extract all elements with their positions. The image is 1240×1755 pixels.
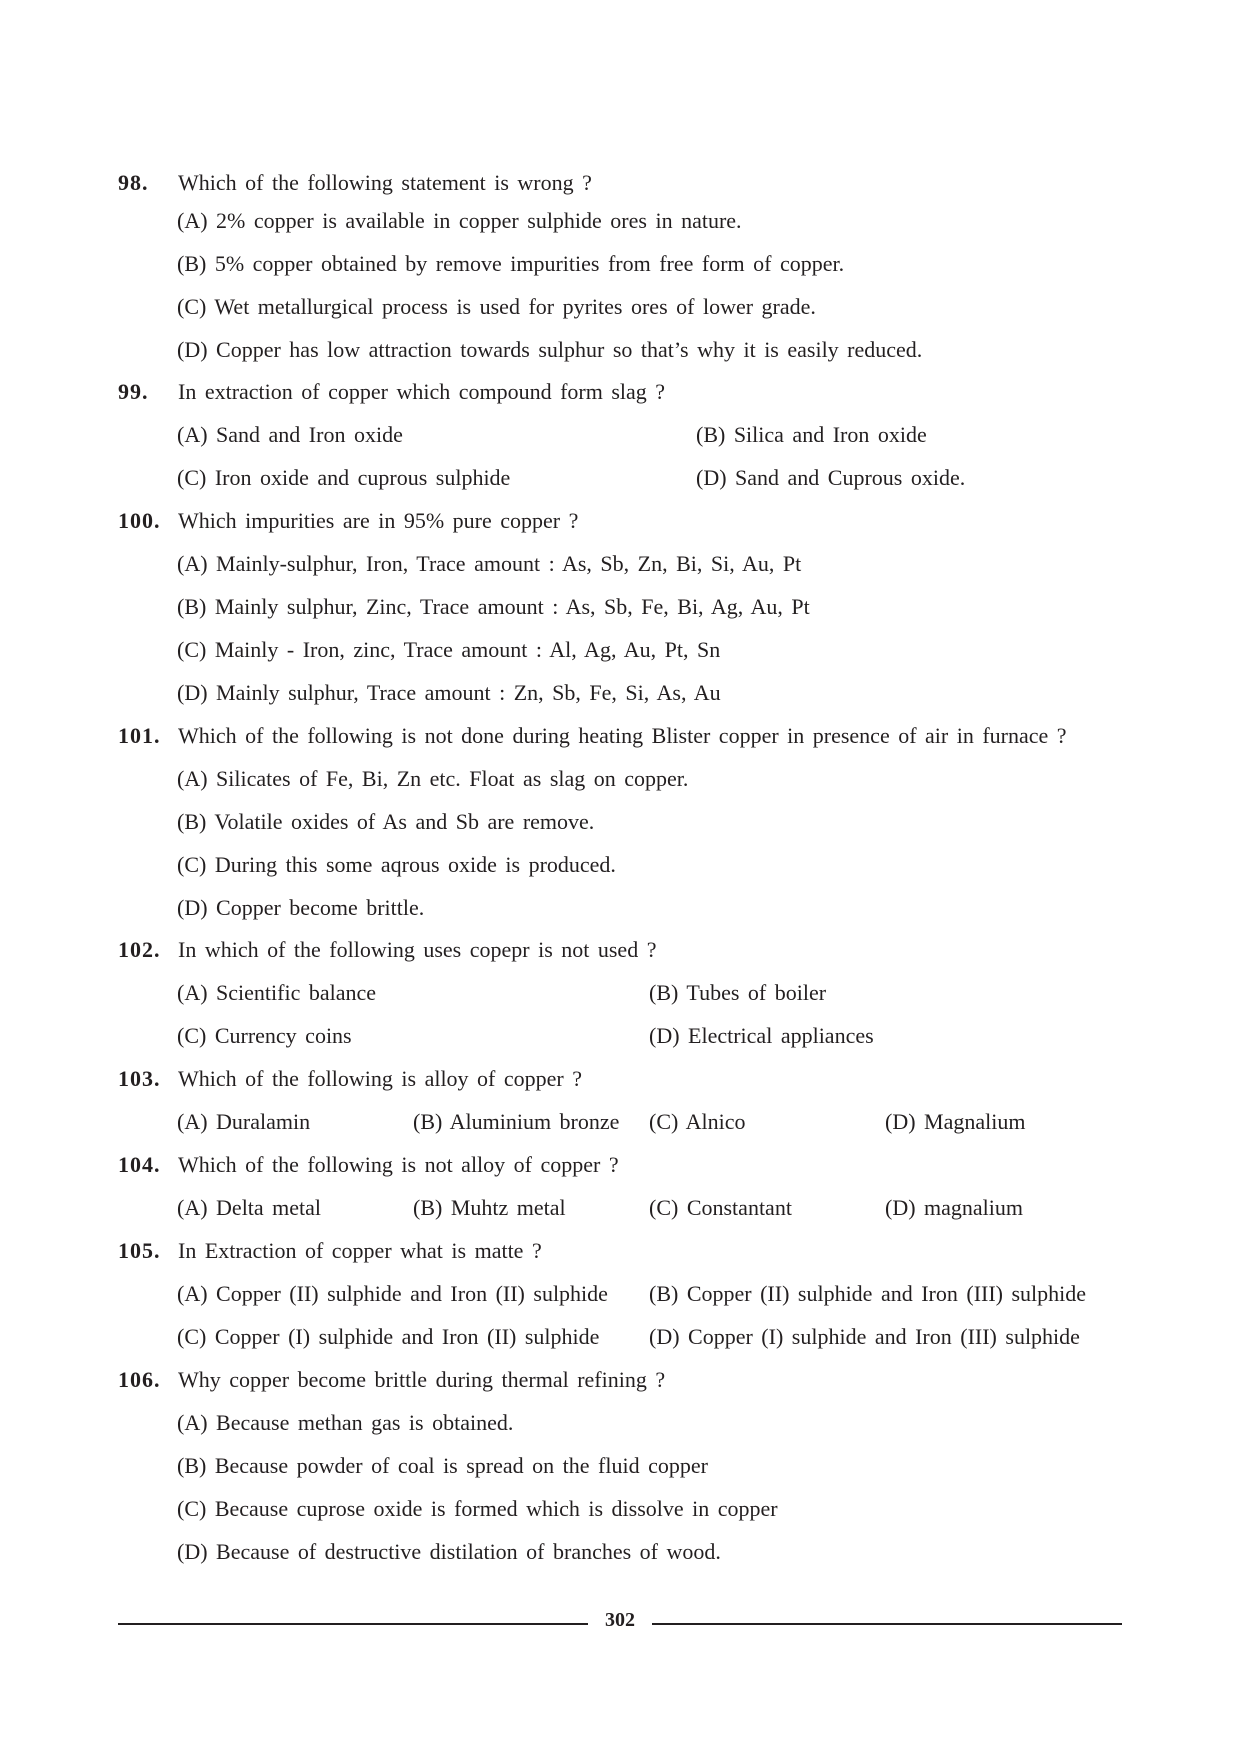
- option-b: (B) Volatile oxides of As and Sb are remove.: [177, 809, 595, 834]
- question-number: 105.: [118, 1238, 161, 1263]
- footer-rule-left: [118, 1623, 588, 1625]
- option-c: (C) Constantant: [649, 1195, 792, 1220]
- option-b: (B) Aluminium bronze: [413, 1109, 620, 1134]
- option-c: (C) Iron oxide and cuprous sulphide: [177, 465, 511, 490]
- question-106: [118, 1367, 1138, 1397]
- option-b: (B) Muhtz metal: [413, 1195, 566, 1220]
- option-d: (D) Copper (I) sulphide and Iron (III) sulphide: [649, 1324, 1080, 1349]
- option-d: (D) Sand and Cuprous oxide.: [696, 465, 966, 490]
- option-c: (C) During this some aqrous oxide is produced.: [177, 852, 616, 877]
- question-text: In which of the following uses copepr is not used ?: [178, 937, 657, 962]
- question-text: In Extraction of copper what is matte ?: [178, 1238, 542, 1263]
- option-d: (D) Electrical appliances: [649, 1023, 874, 1048]
- option-a: (A) Copper (II) sulphide and Iron (II) sulphide: [177, 1281, 608, 1306]
- option-c: (C) Because cuprose oxide is formed which is dissolve in copper: [177, 1496, 778, 1521]
- question-text: Which impurities are in 95% pure copper ?: [178, 508, 579, 533]
- page-number: 302: [605, 1609, 635, 1631]
- question-text: Why copper become brittle during thermal refining ?: [178, 1367, 666, 1392]
- option-b: (B) Mainly sulphur, Zinc, Trace amount : As, Sb, Fe, Bi, Ag, Au, Pt: [177, 594, 810, 619]
- option-c: (C) Copper (I) sulphide and Iron (II) sulphide: [177, 1324, 600, 1349]
- option-d: (D) Mainly sulphur, Trace amount : Zn, Sb, Fe, Si, As, Au: [177, 680, 721, 705]
- question-100: [118, 508, 1138, 538]
- option-d: (D) Copper has low attraction towards sulphur so that’s why it is easily reduced.: [177, 337, 923, 362]
- question-99: [118, 379, 1138, 409]
- question-104: [118, 1152, 1138, 1182]
- question-number: 100.: [118, 508, 161, 533]
- option-b: (B) Tubes of boiler: [649, 980, 827, 1005]
- question-text: Which of the following is alloy of copper ?: [178, 1066, 583, 1091]
- option-b: (B) 5% copper obtained by remove impurities from free form of copper.: [177, 251, 845, 276]
- option-b: (B) Because powder of coal is spread on the fluid copper: [177, 1453, 708, 1478]
- question-number: 102.: [118, 937, 161, 962]
- option-d: (D) Copper become brittle.: [177, 895, 425, 920]
- option-a: (A) Duralamin: [177, 1109, 311, 1134]
- question-103: [118, 1066, 1138, 1096]
- option-a: (A) Delta metal: [177, 1195, 322, 1220]
- question-number: 101.: [118, 723, 161, 748]
- option-c: (C) Mainly - Iron, zinc, Trace amount : Al, Ag, Au, Pt, Sn: [177, 637, 721, 662]
- question-number: 98.: [118, 170, 149, 195]
- question-105: [118, 1238, 1138, 1268]
- question-text: In extraction of copper which compound form slag ?: [178, 379, 666, 404]
- option-b: (B) Silica and Iron oxide: [696, 422, 927, 447]
- option-a: (A) Silicates of Fe, Bi, Zn etc. Float as slag on copper.: [177, 766, 689, 791]
- option-c: (C) Alnico: [649, 1109, 746, 1134]
- question-text: Which of the following is not done during heating Blister copper in presence of air in furnace ?: [178, 723, 1067, 748]
- question-number: 99.: [118, 379, 149, 404]
- option-a: (A) Scientific balance: [177, 980, 377, 1005]
- option-d: (D) Because of destructive distilation of branches of wood.: [177, 1539, 721, 1564]
- question-number: 106.: [118, 1367, 161, 1392]
- footer-rule-right: [652, 1623, 1122, 1625]
- question-text: Which of the following statement is wrong ?: [178, 170, 592, 195]
- option-a: (A) Because methan gas is obtained.: [177, 1410, 514, 1435]
- option-a: (A) 2% copper is available in copper sulphide ores in nature.: [177, 208, 742, 233]
- question-102: [118, 937, 1138, 967]
- option-c: (C) Wet metallurgical process is used for pyrites ores of lower grade.: [177, 294, 816, 319]
- question-text: Which of the following is not alloy of copper ?: [178, 1152, 619, 1177]
- option-c: (C) Currency coins: [177, 1023, 352, 1048]
- option-a: (A) Sand and Iron oxide: [177, 422, 403, 447]
- option-d: (D) magnalium: [885, 1195, 1024, 1220]
- question-98: [118, 170, 1138, 200]
- option-b: (B) Copper (II) sulphide and Iron (III) sulphide: [649, 1281, 1087, 1306]
- option-d: (D) Magnalium: [885, 1109, 1026, 1134]
- question-number: 103.: [118, 1066, 161, 1091]
- question-101: [118, 723, 1138, 753]
- option-a: (A) Mainly-sulphur, Iron, Trace amount : As, Sb, Zn, Bi, Si, Au, Pt: [177, 551, 802, 576]
- question-number: 104.: [118, 1152, 161, 1177]
